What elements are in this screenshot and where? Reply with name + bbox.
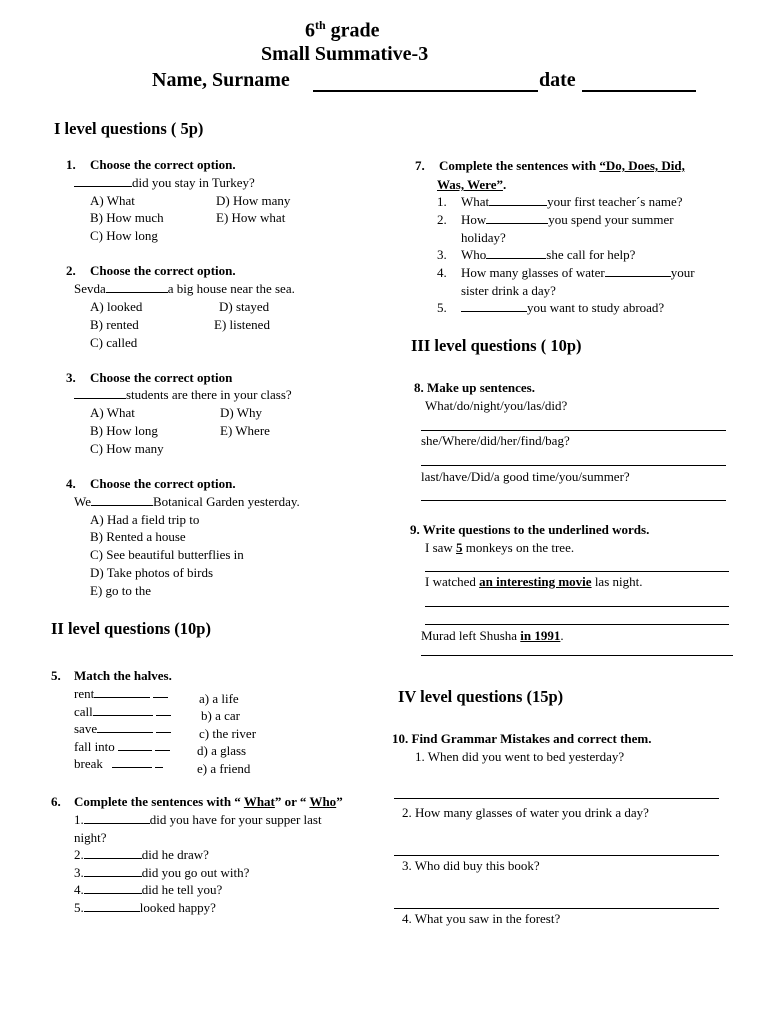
q9-sentence-3: Murad left Shusha in 1991. [421,628,564,643]
q1-blank[interactable] [74,176,132,187]
q2-option-e[interactable]: E) listened [214,317,270,332]
q2-title: Choose the correct option. [90,263,236,278]
q6-item-1: 1. did you have for your supper last [74,812,322,827]
q7-title: Complete the sentences with “Do, Does, Did, [439,158,685,173]
q7-item-2-cont: holiday? [461,230,506,245]
q5-right-a: a) a life [199,691,239,706]
name-surname-label: Name, Surname [152,69,290,91]
q5-left-2[interactable]: call [74,704,171,720]
q7-item-4-cont: sister drink a day? [461,283,556,298]
q8-title: 8. Make up sentences. [414,380,535,395]
q7-number: 7. [415,158,425,173]
page-title: Small Summative-3 [261,43,429,65]
q6-item-1-cont: night? [74,830,107,845]
q2-stem: Sevda a big house near the sea. [74,281,295,296]
q6-item-2: 2. did he draw? [74,847,209,862]
q9-answer-2a[interactable] [425,606,729,607]
q1-number: 1. [66,157,76,172]
q10-answer-2[interactable] [394,855,719,856]
q4-option-e[interactable]: E) go to the [90,583,152,598]
q4-stem: We Botanical Garden yesterday. [74,494,300,509]
q7-item-3: 3. Who she call for help? [437,247,636,262]
q10-item-1: 1. When did you went to bed yesterday? [415,749,625,764]
q2-option-c[interactable]: C) called [90,335,138,350]
q1-title: Choose the correct option. [90,157,236,172]
q2-number: 2. [66,263,76,278]
q6-item-5: 5. looked happy? [74,900,216,915]
q10-title: 10. Find Grammar Mistakes and correct them. [392,731,652,746]
q4-number: 4. [66,476,76,491]
q5-title: Match the halves. [74,668,172,683]
grade-heading: 6th grade [305,18,380,42]
q4-option-c[interactable]: C) See beautiful butterflies in [90,547,244,562]
q8-item-1: What/do/night/you/las/did? [425,398,568,413]
level-1-heading: I level questions ( 5p) [54,119,204,138]
q4-option-d[interactable]: D) Take photos of birds [90,565,214,580]
q7-item-1: 1. What your first teacher´s name? [437,194,683,209]
q8-answer-3[interactable] [421,500,726,501]
q5-left-4[interactable]: fall into [74,739,170,755]
q5-left-5[interactable]: break [74,756,163,772]
level-2-heading: II level questions (10p) [51,619,211,638]
level-4-heading: IV level questions (15p) [398,687,564,706]
q8-item-3: last/have/Did/a good time/you/summer? [421,469,630,484]
q3-option-a[interactable]: A) What [90,405,135,420]
q5-left-1[interactable]: rent [74,686,168,702]
q6-item-4: 4. did he tell you? [74,882,223,897]
q5-right-d: d) a glass [197,743,247,758]
q1-option-e[interactable]: E) How what [216,210,286,225]
q9-answer-1[interactable] [425,571,729,572]
date-blank[interactable] [582,90,696,92]
q8-answer-1[interactable] [421,430,726,431]
q1-option-a[interactable]: A) What [90,193,135,208]
q9-title: 9. Write questions to the underlined words. [410,522,650,537]
q1-stem: did you stay in Turkey? [74,175,255,191]
q3-option-d[interactable]: D) Why [220,405,263,420]
q10-item-3: 3. Who did buy this book? [402,858,540,873]
q10-item-4: 4. What you saw in the forest? [402,911,561,926]
q5-right-e: e) a friend [197,761,251,776]
name-blank[interactable] [313,90,538,92]
q3-option-c[interactable]: C) How many [90,441,164,456]
q7-title-cont: Was, Were”. [437,177,507,192]
q7-item-4: 4. How many glasses of water your [437,265,695,280]
q5-left-3[interactable]: save [74,721,171,737]
q1-option-c[interactable]: C) How long [90,228,158,243]
q9-sentence-2: I watched an interesting movie las night. [425,574,643,589]
q8-answer-2[interactable] [421,465,726,466]
q2-option-b[interactable]: B) rented [90,317,139,332]
level-3-heading: III level questions ( 10p) [411,336,582,355]
q3-option-b[interactable]: B) How long [90,423,158,438]
q5-right-c: c) the river [199,726,257,741]
q6-number: 6. [51,794,61,809]
q6-item-3: 3. did you go out with? [74,865,250,880]
q6-title: Complete the sentences with “ What” or “ Who” [74,794,343,809]
q9-sentence-1: I saw 5 monkeys on the tree. [425,540,575,555]
q10-item-2: 2. How many glasses of water you drink a day? [402,805,649,820]
date-label: date [539,69,576,91]
q9-answer-2b[interactable] [425,624,729,625]
q1-option-b[interactable]: B) How much [90,210,164,225]
q2-option-a[interactable]: A) looked [90,299,143,314]
q9-answer-3[interactable] [421,655,733,656]
q3-stem: students are there in your class? [74,387,292,403]
q3-option-e[interactable]: E) Where [220,423,270,438]
q4-blank[interactable] [91,495,153,506]
q4-option-a[interactable]: A) Had a field trip to [90,512,200,527]
q2-option-d[interactable]: D) stayed [219,299,270,314]
q1-option-d[interactable]: D) How many [216,193,291,208]
q5-right-b: b) a car [201,708,240,723]
q10-answer-3[interactable] [394,908,719,909]
q4-title: Choose the correct option. [90,476,236,491]
q10-answer-1[interactable] [394,798,719,799]
q2-blank[interactable] [106,282,168,293]
q7-item-5: 5. you want to study abroad? [437,300,665,315]
q7-item-2: 2. How you spend your summer [437,212,674,227]
q4-option-b[interactable]: B) Rented a house [90,529,186,544]
q8-item-2: she/Where/did/her/find/bag? [421,433,570,448]
q3-title: Choose the correct option [90,370,233,385]
q5-number: 5. [51,668,61,683]
q3-blank[interactable] [74,388,126,399]
q3-number: 3. [66,370,76,385]
